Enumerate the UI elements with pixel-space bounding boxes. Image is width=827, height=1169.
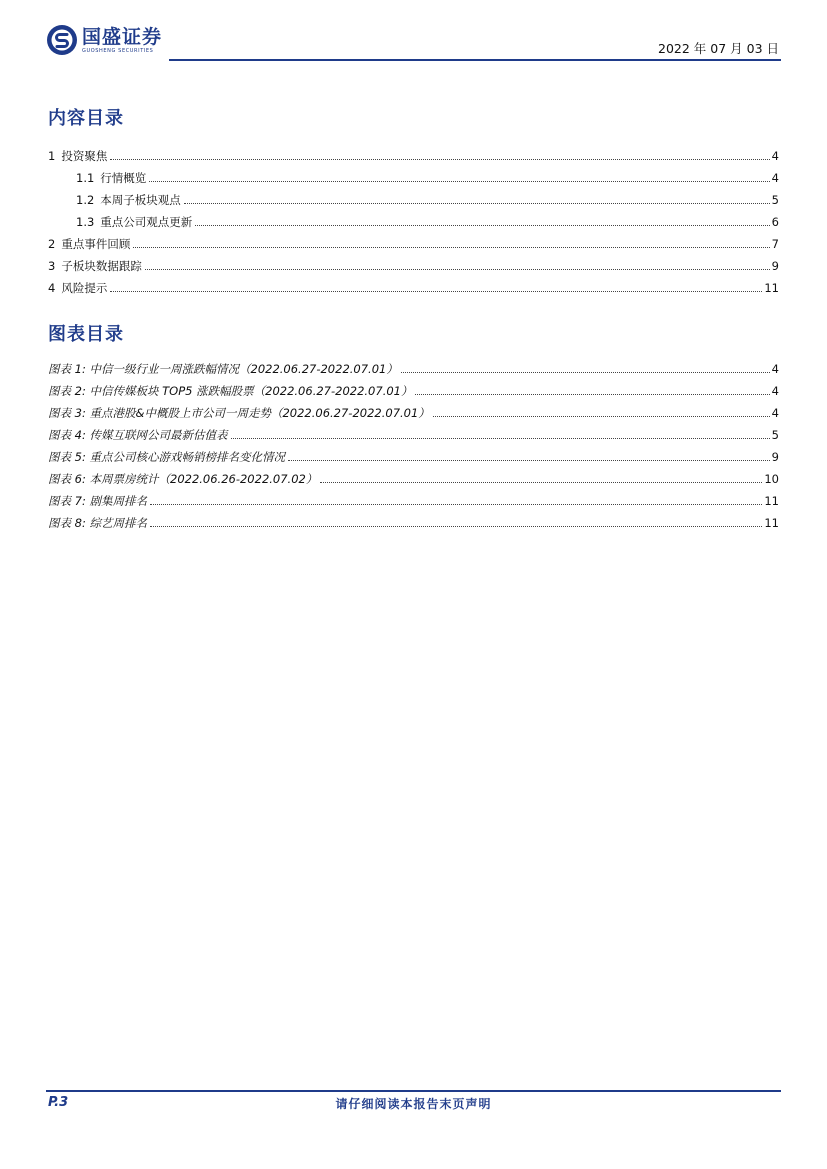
toc-entry-page: 11 (764, 281, 779, 295)
logo-chinese-text: 国盛证券 (82, 25, 163, 48)
toc-entry-number: 1.3 (76, 215, 95, 229)
toc-entry-label (48, 494, 147, 508)
contents-list (48, 141, 779, 295)
dot-leader (231, 437, 770, 439)
dot-leader (149, 180, 769, 182)
toc-entry-title: 重点公司观点更新 (100, 215, 193, 229)
toc-entry-page: 4 (771, 149, 779, 163)
figure-entry-title: 图表 6: 本周票房统计（2022.06.26-2022.07.02） (48, 472, 318, 486)
toc-entry[interactable] (48, 163, 779, 185)
figure-entry-title: 图表 5: 重点公司核心游戏畅销榜排名变化情况 (48, 450, 285, 464)
dot-leader (433, 415, 770, 417)
toc-entry-title: 风险提示 (61, 281, 108, 295)
toc-entry[interactable] (48, 251, 779, 273)
toc-entry-page: 4 (771, 362, 779, 376)
toc-entry-page: 10 (764, 472, 779, 486)
toc-entry[interactable] (48, 141, 779, 163)
figure-entry[interactable] (48, 442, 779, 464)
toc-entry-page: 11 (764, 494, 779, 508)
toc-title: 内容目录 (48, 108, 124, 129)
dot-leader (150, 503, 762, 505)
dot-leader (320, 481, 762, 483)
dot-leader (184, 202, 770, 204)
toc-entry-label (76, 215, 192, 229)
figure-entry[interactable] (48, 464, 779, 486)
toc-entry-number: 2 (48, 237, 56, 251)
figures-title: 图表目录 (48, 324, 124, 345)
toc-entry-number: 4 (48, 281, 56, 295)
header-divider (169, 59, 781, 61)
toc-entry-number: 1.2 (76, 193, 95, 207)
dot-leader (110, 158, 769, 160)
figure-entry-title: 图表 4: 传媒互联网公司最新估值表 (48, 428, 228, 442)
toc-entry-title: 子板块数据跟踪 (61, 259, 142, 273)
toc-entry-label (48, 384, 412, 398)
toc-entry-label (48, 281, 107, 295)
toc-entry-label (48, 428, 228, 442)
toc-entry-label (48, 259, 142, 273)
disclaimer-notice: 请仔细阅读本报告末页声明 (335, 1097, 492, 1111)
report-date: 2022 年 07 月 03 日 (658, 41, 779, 56)
toc-entry-label (48, 237, 130, 251)
figure-entry[interactable] (48, 398, 779, 420)
figure-entry[interactable] (48, 486, 779, 508)
logo-english-text: GUOSHENG SECURITIES (82, 47, 154, 54)
toc-entry-title: 重点事件回顾 (61, 237, 131, 251)
toc-entry-title: 行情概览 (100, 171, 147, 185)
dot-leader (288, 459, 770, 461)
figure-entry[interactable] (48, 508, 779, 530)
figure-entry[interactable] (48, 354, 779, 376)
toc-entry-label (48, 516, 147, 530)
toc-entry-label (48, 450, 285, 464)
dot-leader (415, 393, 769, 395)
toc-entry-page: 4 (771, 406, 779, 420)
toc-entry-label (76, 193, 181, 207)
footer-divider (46, 1090, 781, 1092)
toc-entry-label (76, 171, 146, 185)
toc-entry-page: 6 (771, 215, 779, 229)
toc-entry-label (48, 472, 317, 486)
dot-leader (195, 224, 769, 226)
toc-entry-page: 11 (764, 516, 779, 530)
toc-entry-page: 7 (771, 237, 779, 251)
figures-list (48, 354, 779, 530)
figure-entry-title: 图表 1: 中信一级行业一周涨跌幅情况（2022.06.27-2022.07.01） (48, 362, 398, 376)
toc-entry[interactable] (48, 229, 779, 251)
dot-leader (110, 290, 762, 292)
company-logo (46, 24, 162, 56)
dot-leader (401, 371, 770, 373)
toc-entry-label (48, 362, 398, 376)
toc-entry-number: 3 (48, 259, 56, 273)
page-number: P.3 (48, 1095, 69, 1110)
toc-entry-page: 4 (771, 384, 779, 398)
toc-entry-title: 本周子板块观点 (100, 193, 181, 207)
toc-entry-page: 5 (771, 428, 779, 442)
guosheng-logo-icon (46, 24, 78, 56)
toc-entry-page: 4 (771, 171, 779, 185)
toc-entry[interactable] (48, 207, 779, 229)
toc-entry-page: 9 (771, 450, 779, 464)
dot-leader (150, 525, 762, 527)
figure-entry-title: 图表 8: 综艺周排名 (48, 516, 148, 530)
dot-leader (145, 268, 770, 270)
toc-entry-title: 投资聚焦 (61, 149, 108, 163)
figure-entry[interactable] (48, 420, 779, 442)
dot-leader (133, 246, 769, 248)
toc-entry[interactable] (48, 185, 779, 207)
figure-entry-title: 图表 3: 重点港股&中概股上市公司一周走势（2022.06.27-2022.07.01） (48, 406, 430, 420)
toc-entry-page: 5 (771, 193, 779, 207)
toc-entry-number: 1 (48, 149, 56, 163)
toc-entry-label (48, 149, 107, 163)
toc-entry-page: 9 (771, 259, 779, 273)
figure-entry-title: 图表 7: 剧集周排名 (48, 494, 148, 508)
toc-entry[interactable] (48, 273, 779, 295)
page-header (46, 24, 781, 62)
toc-entry-label (48, 406, 430, 420)
toc-entry-number: 1.1 (76, 171, 95, 185)
figure-entry-title: 图表 2: 中信传媒板块 TOP5 涨跌幅股票（2022.06.27-2022.07.01） (48, 384, 413, 398)
figure-entry[interactable] (48, 376, 779, 398)
